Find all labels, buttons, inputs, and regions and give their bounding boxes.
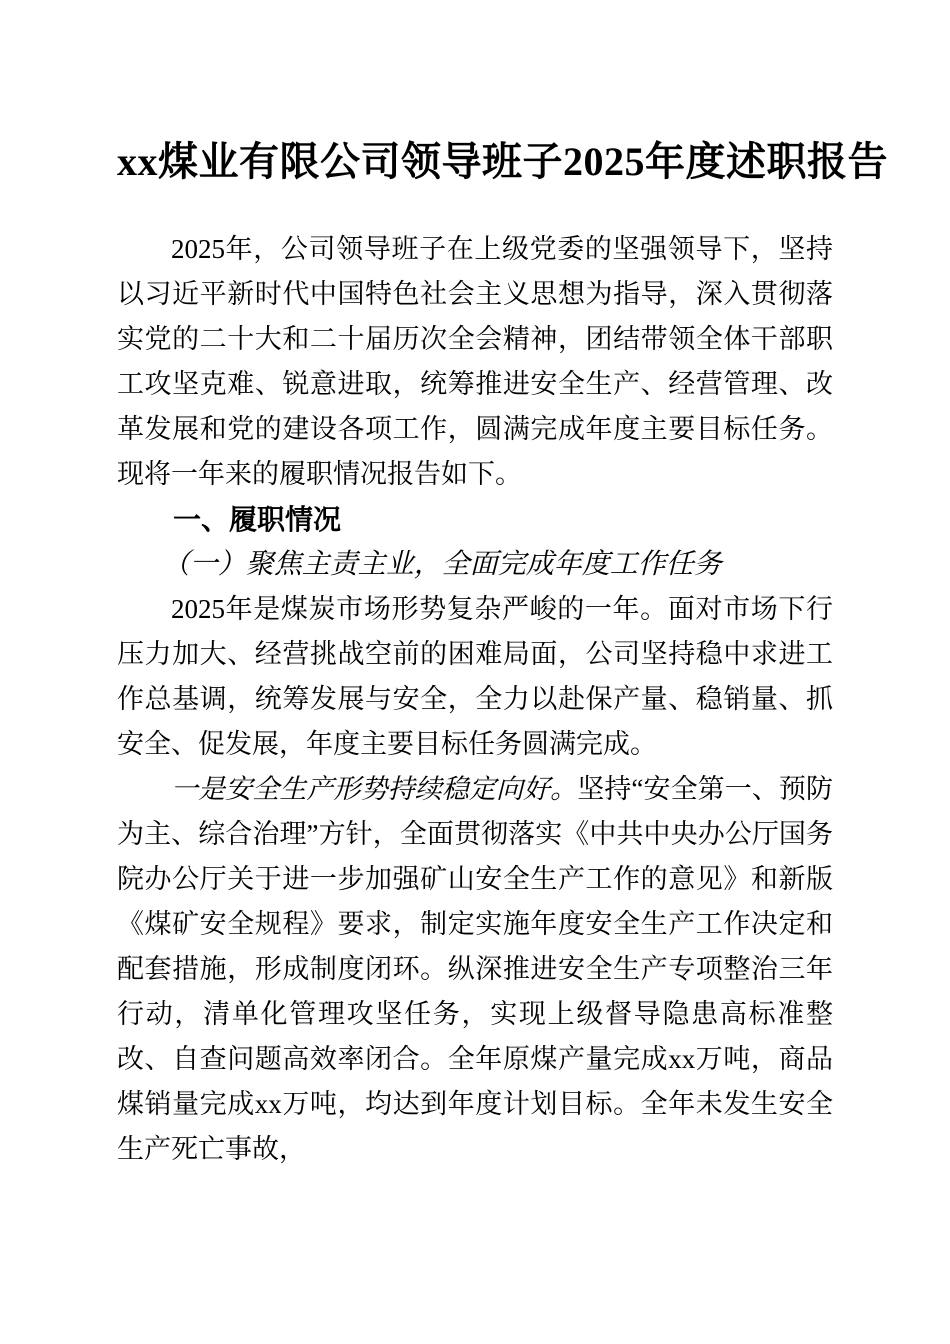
subsection-paragraph-1: 2025年是煤炭市场形势复杂严峻的一年。面对市场下行压力加大、经营挑战空前的困难局面，公司坚持稳中求进工作总基调，统筹发展与安全，全力以赴保产量、稳销量、抓安全、促发展，年度主要目标任务圆满完成。 (117, 594, 833, 759)
document-title: xx煤业有限公司领导班子2025年度述职报告 (117, 139, 888, 184)
intro-paragraph: 2025年，公司领导班子在上级党委的坚强领导下，坚持以习近平新时代中国特色社会主义思想为指导，深入贯彻落实党的二十大和二十届历次全会精神，团结带领全体干部职工攻坚克难、锐意进取，统筹推进安全生产、经营管理、改革发展和党的建设各项工作，圆满完成年度主要目标任务。现将一年来的履职情况报告如下。 (117, 234, 833, 489)
subsection-heading-1-1: （一）聚焦主责主业，全面完成年度工作任务 (161, 549, 722, 580)
paragraph-lead-phrase: 一是安全生产形势持续稳定向好。 (171, 774, 578, 804)
paragraph-body-text: 坚持“安全第一、预防为主、综合治理”方针，全面贯彻落实《中共中央办公厅国务院办公厅关于进一步加强矿山安全生产工作的意见》和新版《煤矿安全规程》要求，制定实施年度安全生产工作决定和配套措施，形成制度闭环。纵深推进安全生产专项整治三年行动，清单化管理攻坚任务，实现上级督导隐患高标准整改、自查问题高效率闭合。全年原煤产量完成xx万吨，商品煤销量完成xx万吨，均达到年度计划目标。全年未发生安全生产死亡事故， (117, 774, 834, 1164)
subsection-paragraph-2 (117, 767, 833, 1172)
section-heading-1: 一、履职情况 (173, 504, 342, 535)
